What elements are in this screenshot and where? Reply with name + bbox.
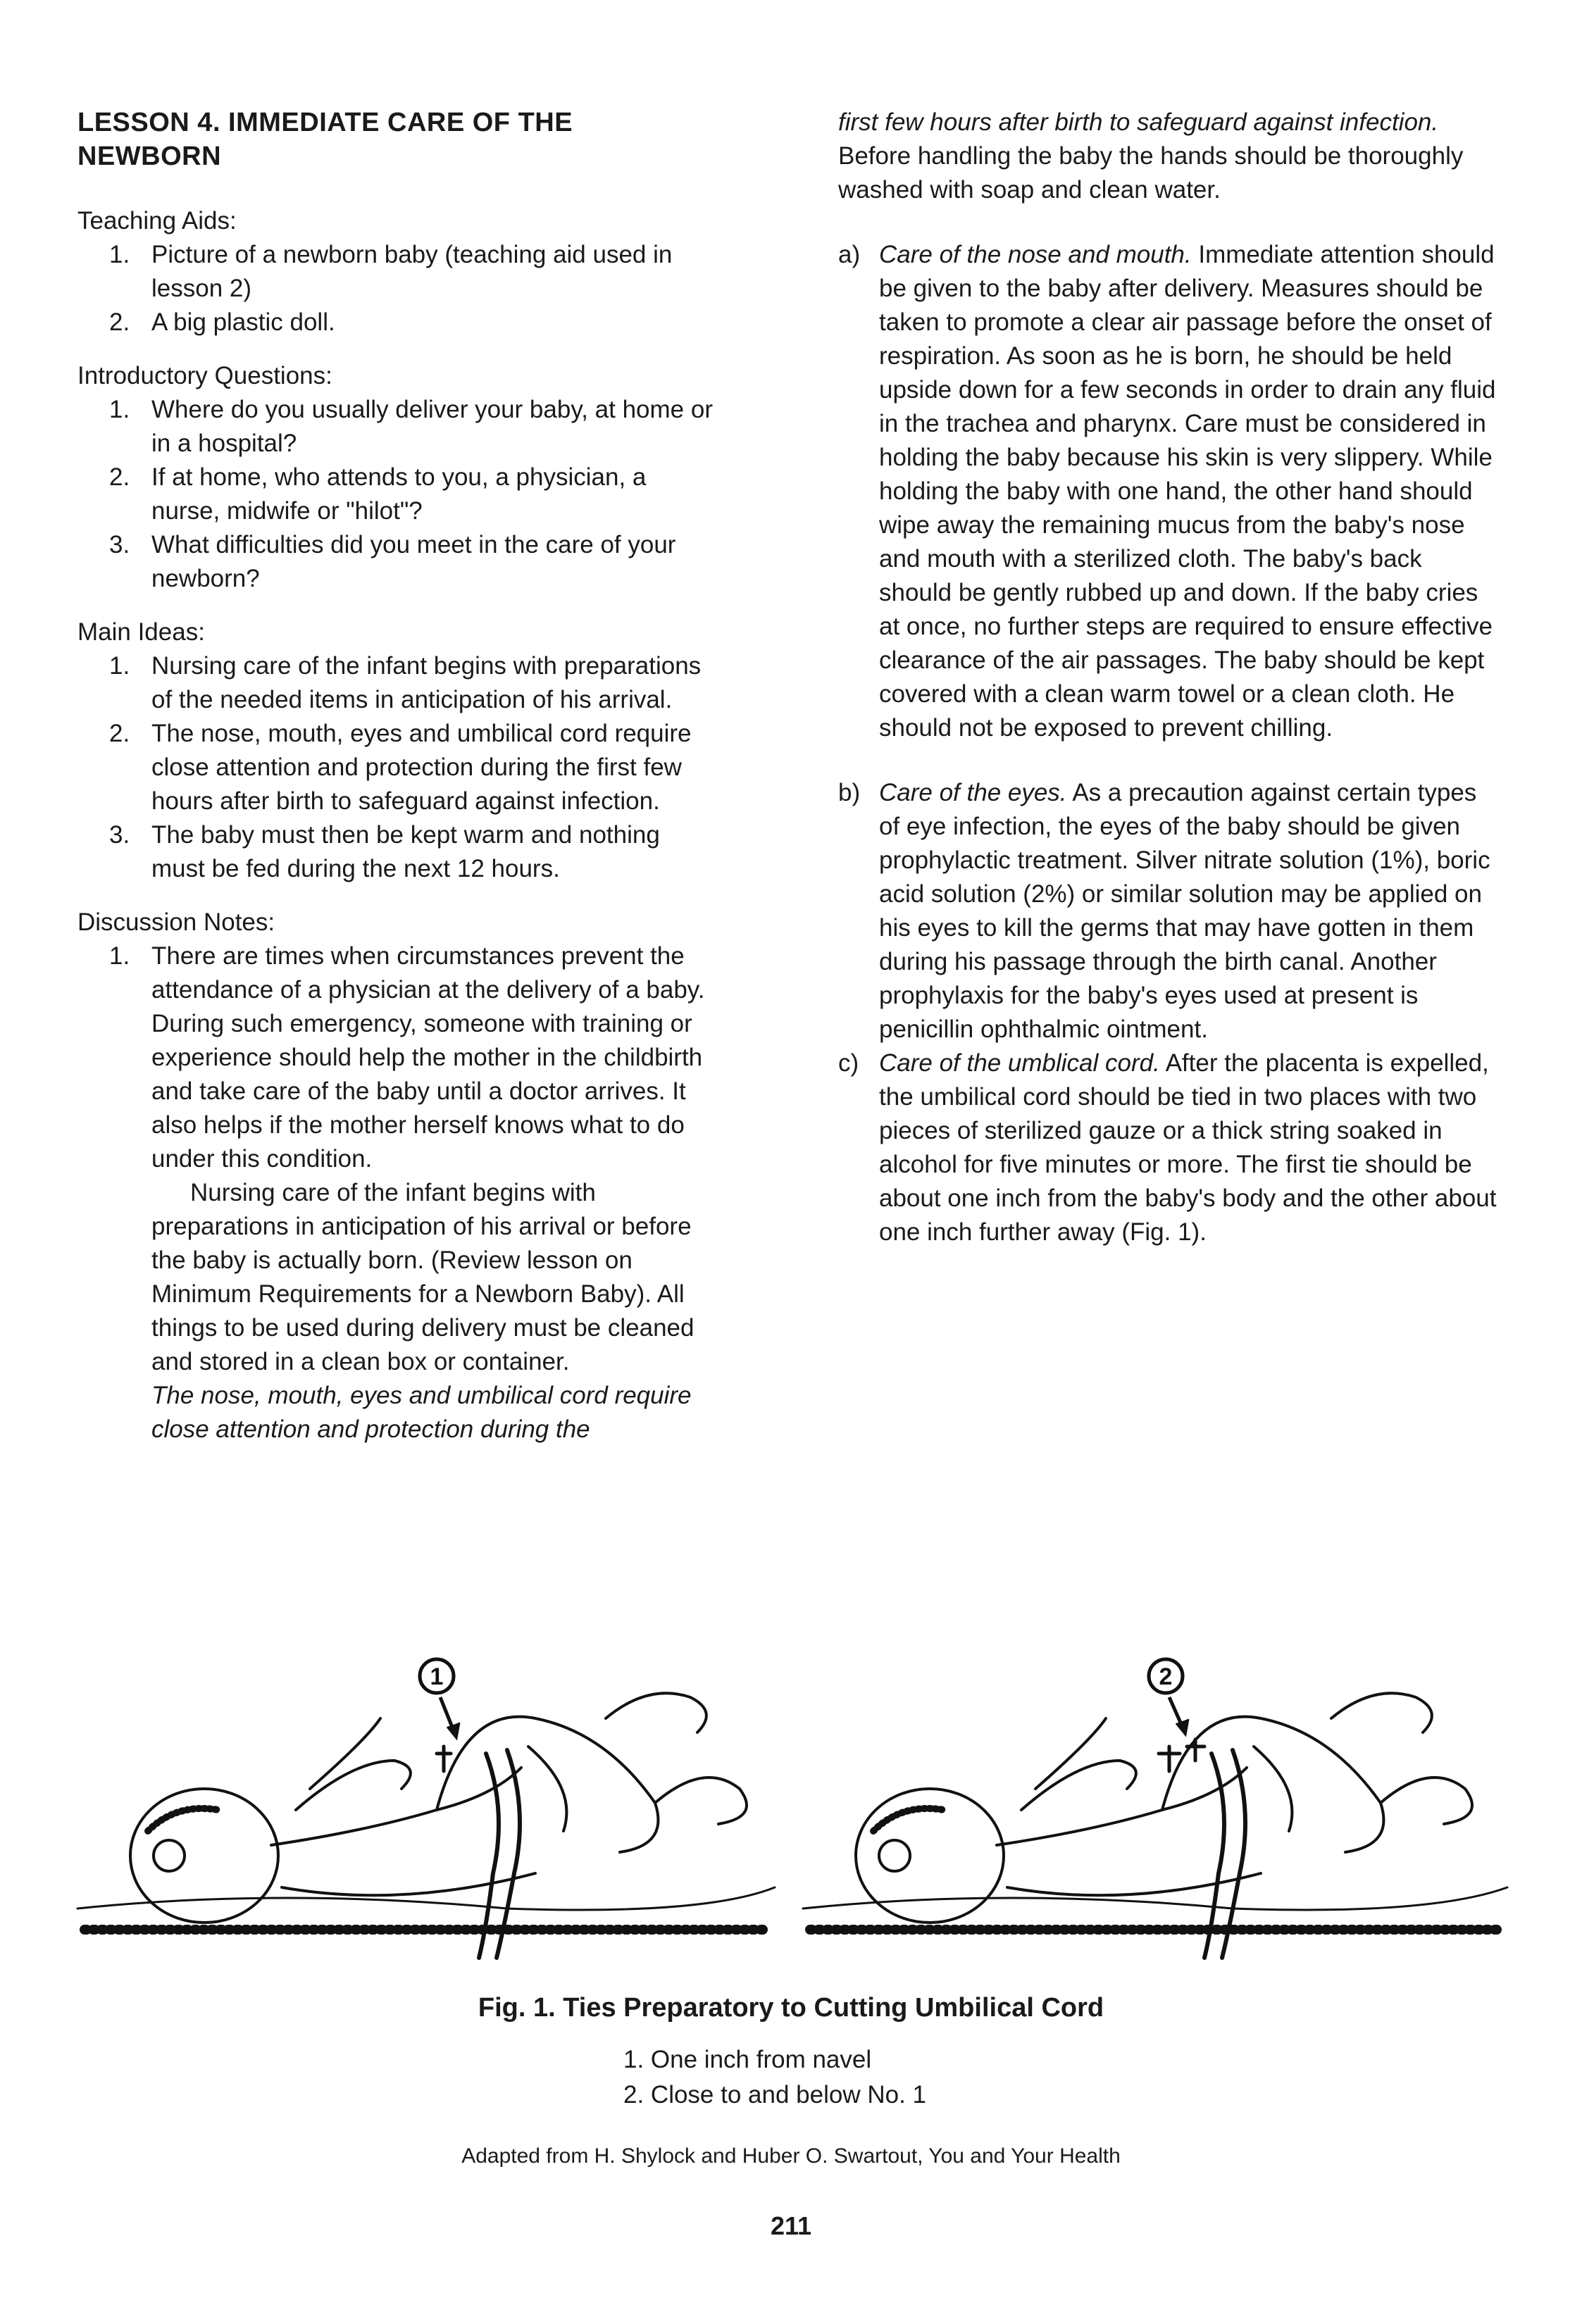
- marker-2: [1149, 1659, 1188, 1735]
- marker-1: [420, 1659, 459, 1738]
- teaching-aids-heading: Teaching Aids:: [77, 207, 237, 235]
- left-column: [77, 106, 718, 1447]
- figure-legend-item: 2. Close to and below No. 1: [623, 2081, 926, 2109]
- svg-text:1: 1: [430, 1663, 444, 1690]
- care-nose-mouth-heading: Care of the nose and mouth.: [879, 241, 1192, 268]
- discussion-paragraph: There are times when circumstances prevent the attendance of a physician at the delivery of a baby. During such emergency, someone with training or experience should help the mother in the childbirth and take care of the baby until a doctor arrives. It also helps if the mother herself knows what to do under this condition.: [151, 942, 705, 1173]
- list-item: 1. Picture of a newborn baby (teaching aid used in lesson 2): [109, 241, 673, 302]
- lesson-title: LESSON 4. IMMEDIATE CARE OF THE NEWBORN: [77, 108, 573, 171]
- figure-illustrations: [70, 1578, 1521, 1972]
- list-item: 2. The nose, mouth, eyes and umbilical cord require close attention and protection during the first few hours after birth to safeguard against infection.: [109, 720, 692, 815]
- care-eyes: b) Care of the eyes. As a precaution against certain types of eye infection, the eyes of the baby should be given prophylactic treatment. Silver nitrate solution (1%), boric acid solution (2%) or similar solution may be applied on his eyes to kill the germs that may have gotten in them during his passage through the birth canal. Another prophylaxis for the baby's eyes used at present is penicillin ophthalmic ointment.: [838, 779, 1490, 1043]
- list-item: 3. The baby must then be kept warm and nothing must be fed during the next 12 hours.: [109, 821, 660, 882]
- main-ideas-section: [77, 616, 718, 886]
- care-umbilical-cord-heading: Care of the umblical cord.: [879, 1049, 1160, 1077]
- baby-illustration-1: [77, 1693, 775, 1958]
- discussion-notes-section: [77, 906, 718, 1447]
- list-item: 2. A big plastic doll.: [109, 308, 335, 336]
- discussion-paragraph: Nursing care of the infant begins with preparations in anticipation of his arrival or before the baby is actually born. (Review lesson on Minimum Requirements for a Newborn Baby). All things to be used during delivery must be cleaned and stored in a clean box or container.: [151, 1179, 695, 1375]
- figure-credit: Adapted from H. Shylock and Huber O. Swartout, You and Your Health: [461, 2144, 1121, 2168]
- list-item: 2. If at home, who attends to you, a physician, a nurse, midwife or "hilot"?: [109, 463, 647, 525]
- page-number: 211: [770, 2211, 812, 2240]
- introductory-questions-section: [77, 359, 718, 596]
- teaching-aids-section: [77, 204, 718, 339]
- list-item: 1. Nursing care of the infant begins with preparations of the needed items in anticipation of his arrival.: [109, 652, 702, 713]
- list-item: 1. Where do you usually deliver your baby, at home or in a hospital?: [109, 396, 713, 457]
- figure-caption: Fig. 1. Ties Preparatory to Cutting Umbilical Cord: [478, 1993, 1104, 2023]
- list-item: 1. There are times when circumstances prevent the attendance of a physician at the delivery of a baby. During such emergency, someone with training or experience should help the mother in the childbirth and take care of the baby until a doctor arrives. It also helps if the mother herself knows what to do under this condition. Nursing care of the infant begins with preparations in anticipation of his arrival or before the baby is actually born. (Review lesson on Minimum Requirements for a Newborn Baby). All things to be used during delivery must be cleaned and stored in a clean box or container. The nose, mouth, eyes and umbilical cord require close attention and protection during the: [77, 939, 718, 1447]
- list-item: 3. What difficulties did you meet in the care of your newborn?: [109, 531, 676, 592]
- discussion-notes-heading: Discussion Notes:: [77, 908, 275, 936]
- discussion-paragraph-italic: The nose, mouth, eyes and umbilical cord require close attention and protection during the: [151, 1382, 692, 1443]
- baby-illustration-2: [803, 1693, 1507, 1958]
- svg-text:2: 2: [1159, 1663, 1173, 1690]
- main-ideas-heading: Main Ideas:: [77, 618, 205, 646]
- figure-legend: [623, 2042, 926, 2113]
- care-eyes-heading: Care of the eyes.: [879, 779, 1067, 806]
- care-nose-mouth: a) Care of the nose and mouth. Immediate attention should be given to the baby after delivery. Measures should be taken to promote a clear air passage before the onset of respiration. As soon as he is born, he should be held upside down for a few seconds in order to drain any fluid in the trachea and pharynx. Care must be considered in holding the baby because his skin is very slippery. While holding the baby with one hand, the other hand should wipe away the remaining mucus from the baby's nose and mouth with a sterilized cloth. The baby's back should be gently rubbed up and down. If the baby cries at once, no further steps are required to ensure effective clearance of the air passages. The baby should be kept covered with a clean warm towel or a clean cloth. He should not be exposed to prevent chilling.: [838, 241, 1496, 742]
- figure-legend-item: 1. One inch from navel: [623, 2046, 872, 2073]
- care-umbilical-cord: c) Care of the umblical cord. After the placenta is expelled, the umbilical cord should be tied in two places with two pieces of sterilized gauze or a thick string soaked in alcohol for five minutes or more. The first tie should be about one inch from the baby's body and the other about one inch further away (Fig. 1).: [838, 1049, 1497, 1246]
- right-column: [838, 106, 1500, 1249]
- continued-paragraph: first few hours after birth to safeguard against infection. Before handling the baby the hands should be thoroughly washed with soap and clean water.: [838, 108, 1464, 204]
- introductory-questions-heading: Introductory Questions:: [77, 362, 332, 389]
